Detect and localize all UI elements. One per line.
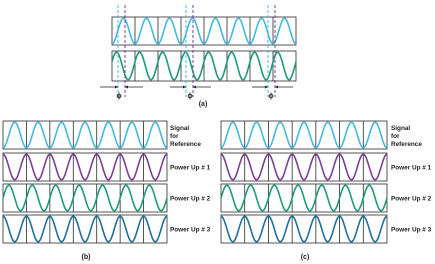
signal-row <box>221 215 387 243</box>
panel-c-caption: (c) <box>300 254 310 261</box>
signal-row <box>3 153 167 181</box>
signal-row <box>221 184 387 212</box>
phase-label: ϕ <box>268 93 274 100</box>
row-label: Power Up # 3 <box>391 226 432 234</box>
strip-frame <box>221 215 387 243</box>
row-label: Power Up # 3 <box>170 226 211 234</box>
panel-c <box>221 121 432 243</box>
strip-frame <box>3 121 167 149</box>
row-label: Power Up # 1 <box>170 164 211 172</box>
row-label: Reference <box>170 141 201 148</box>
strip-frame <box>221 153 387 181</box>
row-label: Reference <box>391 141 422 148</box>
phase-label: ϕ <box>116 93 122 100</box>
strip-frame <box>221 121 387 149</box>
strip-frame <box>3 153 167 181</box>
strip-frame <box>3 215 167 243</box>
row-label: Power Up # 1 <box>391 164 432 172</box>
panel-b-caption: (b) <box>81 254 91 261</box>
phase-label: ϕ <box>187 93 193 100</box>
panel-a-caption: (a) <box>198 101 208 108</box>
panel-a <box>100 5 296 100</box>
row-label: Power Up # 2 <box>391 195 432 203</box>
signal-row <box>3 184 167 212</box>
signal-row <box>221 153 387 181</box>
row-label: Power Up # 2 <box>170 195 211 203</box>
signal-row <box>221 121 387 149</box>
row-label: Signal <box>391 125 411 132</box>
signal-row <box>3 215 167 243</box>
row-label: for <box>170 133 179 140</box>
row-label: Signal <box>170 125 190 132</box>
row-label: for <box>391 133 400 140</box>
signal-row <box>3 121 167 149</box>
panel-b <box>3 121 211 243</box>
